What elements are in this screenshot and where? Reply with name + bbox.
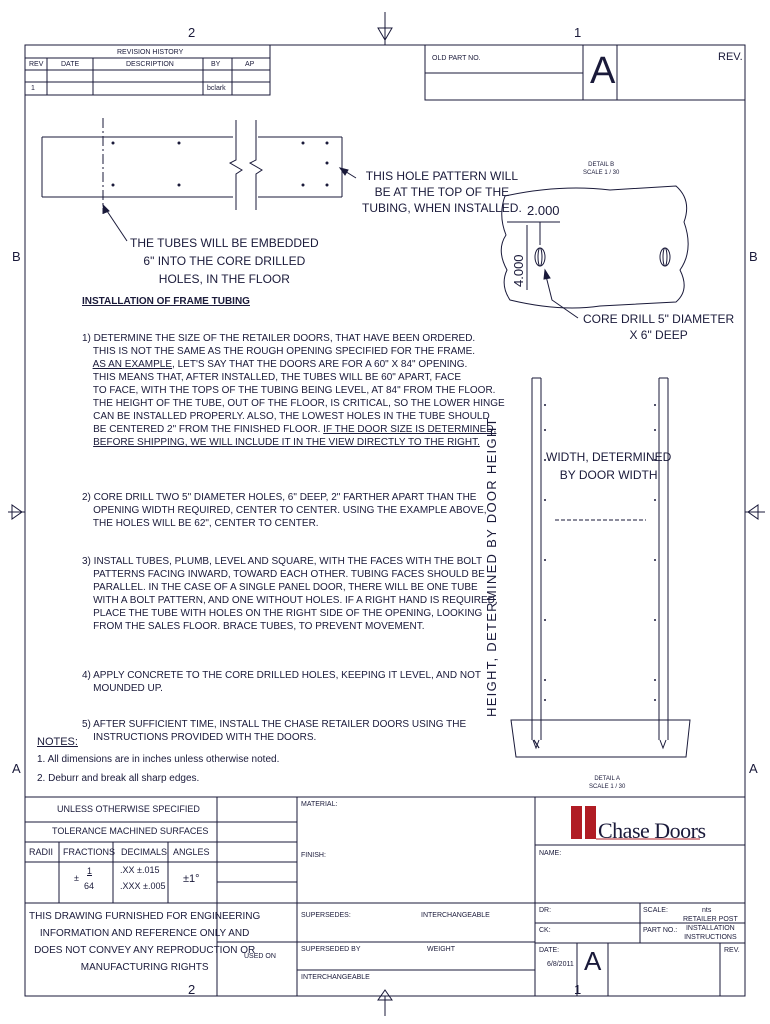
fractions-label: FRACTIONS [63,847,116,857]
description-header: DESCRIPTION [126,61,174,68]
part-no-label: PART NO.: [643,927,678,934]
core-drill-callout: CORE DRILL 5" DIAMETER X 6" DEEP [583,312,735,342]
step-4: 4) APPLY CONCRETE TO THE CORE DRILLED HOLES, KEEPING IT LEVEL, AND NOT MOUNDED UP. [82,670,482,694]
weight-label: WEIGHT [427,946,455,953]
dim-2000: 2.000 [527,203,560,218]
finish-label: FINISH: [301,852,326,859]
date-value: 6/8/2011 [547,961,574,968]
chase-doors-logo-text: Chase Doors [598,818,706,843]
decimal-xxx: .XXX ±.005 [120,881,166,891]
ck-label: CK: [539,927,551,934]
size-letter-top: A [590,50,616,92]
material-label: MATERIAL: [301,801,338,808]
interchangeable-label: INTERCHANGEABLE [421,912,490,919]
revision-history-title: REVISION HISTORY [117,49,184,56]
size-letter-bottom: A [584,946,602,976]
part-no-value: RETAILER POST INSTALLATION INSTRUCTIONS [683,916,738,941]
decimal-xx: .XX ±.015 [120,865,160,875]
zone-top-2: 2 [188,25,196,40]
rev-label-bottom: REV. [724,947,740,954]
rev-row-by: bclark [207,85,226,92]
dim-4000: 4.000 [511,254,526,287]
radii-label: RADII [29,847,54,857]
step-5: 5) AFTER SUFFICIENT TIME, INSTALL THE CHASE RETAILER DOORS USING THE INSTRUCTIONS PROVIDED WITH THE DOORS. [82,719,467,743]
zone-right-a: A [749,761,758,776]
zone-left-b: B [12,249,21,264]
embedded-callout: THE TUBES WILL BE EMBEDDED 6" INTO THE CORE DRILLED HOLES, IN THE FLOOR [130,236,319,286]
scale-value: nts [702,907,712,914]
installation-heading: INSTALLATION OF FRAME TUBING [82,296,250,307]
step-2: 2) CORE DRILL TWO 5" DIAMETER HOLES, 6" DEEP, 2" FARTHER APART THAN THE OPENING WIDTH REQUIRED, CENTER TO CENTER. USING THE EXAMPLE ABOVE, THE HOLES WILL BE 62", CENTER TO CENTER. [82,492,487,529]
rev-header: REV [29,61,44,68]
old-part-label: OLD PART NO. [432,55,481,62]
zone-left-a: A [12,761,21,776]
fraction-numerator: 1 [87,866,93,876]
unless-specified: UNLESS OTHERWISE SPECIFIED [57,804,200,814]
detail-a-label: DETAIL A SCALE 1 / 30 [589,776,626,790]
hole-pattern-callout: THIS HOLE PATTERN WILL BE AT THE TOP OF THE TUBING, WHEN INSTALLED. [362,169,522,215]
detail-b-label: DETAIL B SCALE 1 / 30 [583,162,620,176]
zone-bottom-2: 2 [188,982,196,997]
scale-label: SCALE: [643,907,668,914]
rev-row-number: 1 [31,85,35,92]
zone-top-1: 1 [574,25,582,40]
ap-header: AP [245,61,255,68]
decimals-label: DECIMALS [121,847,168,857]
fraction-denominator: 64 [84,881,95,891]
height-callout: HEIGHT, DETERMINED BY DOOR HEIGHT [484,417,499,717]
angle-tolerance: ±1° [183,873,200,885]
by-header: BY [211,61,221,68]
supersedes-label: SUPERSEDES: [301,912,351,919]
angles-label: ANGLES [173,847,210,857]
rev-label-top: REV. [718,51,743,63]
width-callout: WIDTH, DETERMINED BY DOOR WIDTH [546,450,672,482]
superseded-by-label: SUPERSEDED BY [301,946,361,953]
date-label: DATE: [539,947,560,954]
furnished-disclaimer: THIS DRAWING FURNISHED FOR ENGINEERING INFORMATION AND REFERENCE ONLY AND DOES NOT CONVEY ANY REPRODUCTION OR MANUFACTURING RIGHTS [29,911,261,973]
used-on-label: USED ON [244,953,276,960]
name-label: NAME: [539,850,562,857]
notes-title: NOTES: [37,736,78,748]
tolerance-label: TOLERANCE MACHINED SURFACES [52,826,209,836]
zone-right-b: B [749,249,758,264]
note-2: 2. Deburr and break all sharp edges. [37,773,200,784]
date-header: DATE [61,61,80,68]
fraction-pm: ± [74,873,79,883]
zone-bottom-1: 1 [574,982,582,997]
step-3: 3) INSTALL TUBES, PLUMB, LEVEL AND SQUARE, WITH THE FACES WITH THE BOLT PATTERNS FACING INWARD, TOWARD EACH OTHER. TUBING FACES SHOULD BE PARALLEL. IN THE CASE OF A SINGLE PANEL DOOR, THERE WILL BE ONE TUBE WITH A BOLT PATTERN, AND ONE WITHOUT HOLES. IF A RIGHT HAND IS REQUIRED, PLACE THE TUBE WITH HOLES ON THE RIGHT SIDE OF THE OPENING, LOOKING FROM THE SALES FLOOR. BRACE TUBES, TO PREVENT MOVEMENT. [82,556,498,632]
note-1: 1. All dimensions are in inches unless otherwise noted. [37,754,280,765]
step-1: 1) DETERMINE THE SIZE OF THE RETAILER DOORS, THAT HAVE BEEN ORDERED. THIS IS NOT THE SAME AS THE ROUGH OPENING SPECIFIED FOR THE FRAME. AS AN EXAMPLE, LET'S SAY THAT THE DOORS ARE FOR A 60" X 84" OPENING. THIS MEANS THAT, AFTER INSTALLED, THE TUBES WILL BE 60" APART, FACE TO FACE, WITH THE TOPS OF THE TUBING BEING LEVEL, AT 84" FROM THE FLOOR. THE HEIGHT OF THE TUBE, OUT OF THE FLOOR, IS CRITICAL, SO THE LOWER HINGE CAN BE INSTALLED PROPERLY. ALSO, THE LOWEST HOLES IN THE TUBE SHOULD BE CENTERED 2" FROM THE FINISHED FLOOR. IF THE DOOR SIZE IS DETERMINED, BEFORE SHIPPING, WE WILL INCLUDE IT IN THE VIEW DIRECTLY TO THE RIGHT. [82,333,505,448]
interchangeable-2-label: INTERCHANGEABLE [301,974,370,981]
dr-label: DR: [539,907,552,914]
